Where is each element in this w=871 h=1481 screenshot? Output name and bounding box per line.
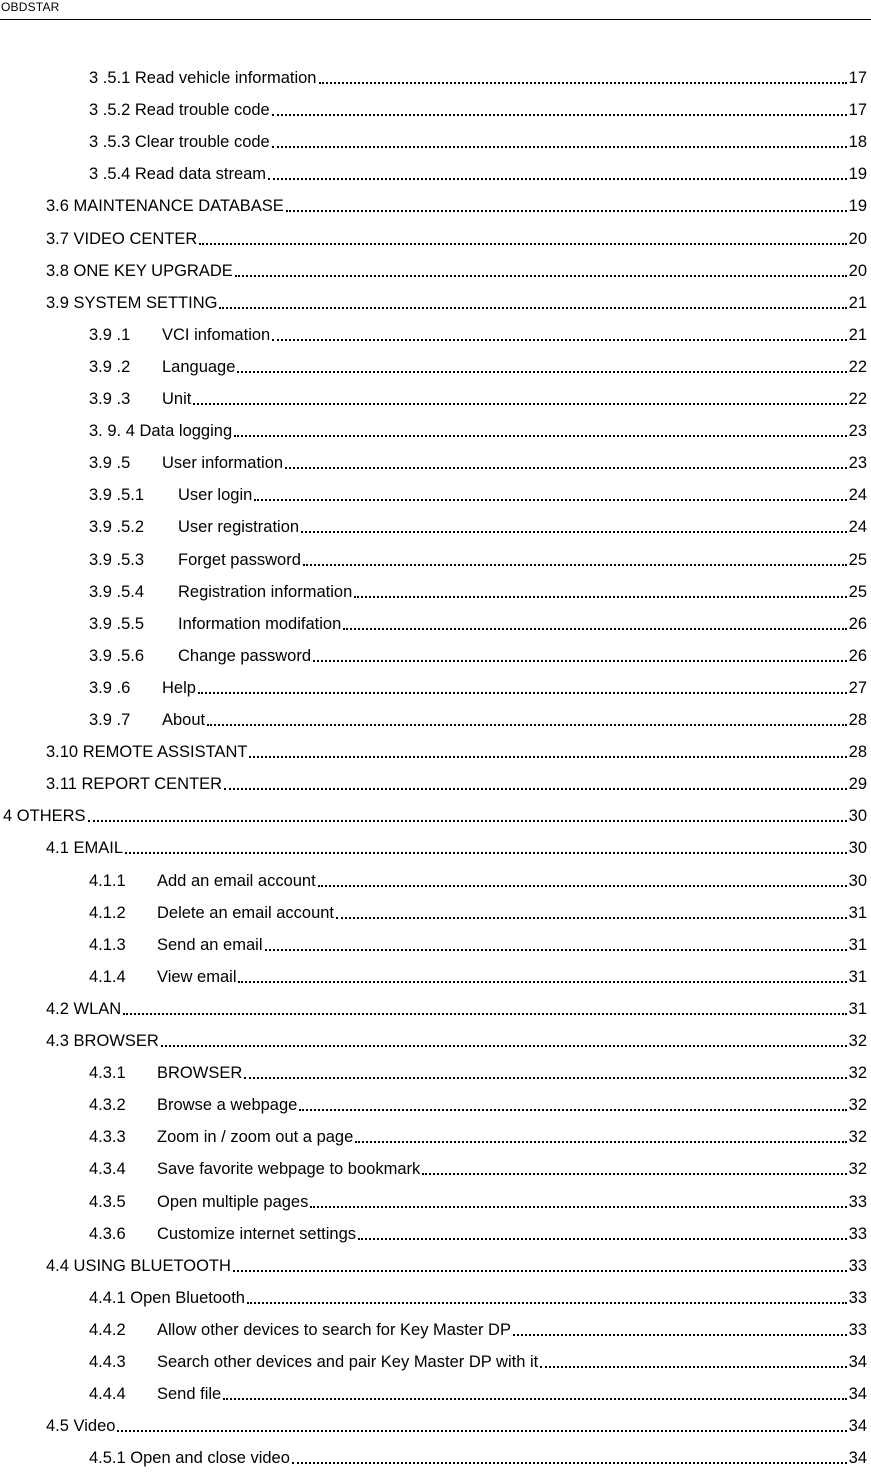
toc-entry-number: 4.3 — [46, 1032, 69, 1050]
toc-entry-number: 4.1.3 — [89, 935, 126, 954]
toc-entry-title: ONE KEY UPGRADE — [73, 261, 233, 280]
toc-entry[interactable] — [89, 538, 867, 570]
toc-entry-title: REPORT CENTER — [81, 775, 223, 794]
toc-entry-page: 31 — [848, 935, 867, 954]
toc-entry-number: 3.9 .7 — [89, 711, 131, 729]
toc-entry[interactable] — [89, 1083, 867, 1115]
toc-dot-leader — [299, 1109, 846, 1111]
toc-entry-page: 31 — [848, 903, 867, 922]
toc-dot-leader — [207, 724, 847, 726]
toc-dot-leader — [249, 756, 846, 758]
toc-entry-number: 3. 9. 4 — [89, 422, 135, 441]
toc-entry-title: Add an email account — [157, 871, 316, 890]
toc-entry-page: 30 — [848, 807, 867, 826]
toc-entry-page: 20 — [848, 229, 867, 248]
toc-entry-page: 22 — [848, 390, 867, 408]
toc-entry-number: 3.9 .5.3 — [89, 550, 145, 569]
toc-entry[interactable] — [89, 698, 867, 730]
toc-entry-number: 4.4 — [46, 1256, 69, 1275]
toc-entry-page: 32 — [848, 1160, 867, 1179]
toc-entry[interactable] — [89, 152, 867, 184]
toc-dot-leader — [422, 1173, 846, 1175]
toc-entry-number: 3.9 .5.2 — [89, 518, 145, 537]
toc-entry-number: 4.5.1 — [89, 1449, 126, 1468]
toc-entry-title: Video — [73, 1417, 116, 1436]
toc-entry[interactable] — [89, 1436, 867, 1468]
toc-entry-number: 4.4.2 — [89, 1320, 126, 1339]
toc-entry-page: 28 — [848, 711, 867, 729]
toc-entry-number: 3.9 .1 — [89, 325, 131, 344]
toc-entry-page: 26 — [848, 614, 867, 633]
toc-dot-leader — [268, 178, 847, 180]
toc-dot-leader — [244, 1077, 846, 1079]
toc-entry[interactable] — [89, 120, 867, 152]
toc-dot-leader — [193, 403, 846, 405]
toc-entry[interactable] — [89, 473, 867, 505]
toc-entry-page: 19 — [848, 165, 867, 184]
toc-entry-title: User information — [162, 454, 284, 473]
toc-dot-leader — [265, 949, 847, 951]
toc-entry-title: USING BLUETOOTH — [73, 1256, 231, 1275]
toc-entry[interactable] — [46, 987, 867, 1019]
toc-entry-number: 4 — [3, 807, 13, 826]
toc-entry-page: 17 — [848, 69, 867, 87]
toc-entry-page: 24 — [848, 486, 867, 505]
toc-entry-page: 23 — [848, 422, 867, 441]
toc-entry[interactable] — [89, 1051, 867, 1083]
toc-entry[interactable] — [46, 762, 867, 794]
toc-entry-number: 4.1.1 — [89, 871, 126, 890]
toc-entry-page: 25 — [848, 582, 867, 601]
toc-dot-leader — [313, 660, 847, 662]
toc-entry-title: BROWSER — [73, 1032, 159, 1050]
toc-entry-page: 30 — [848, 871, 867, 890]
toc-entry-number: 3 .5.4 — [89, 165, 131, 184]
toc-entry-number: 3 .5.3 — [89, 133, 131, 152]
toc-dot-leader — [513, 1334, 847, 1336]
toc-entry-number: 3.9 — [46, 293, 69, 312]
toc-dot-leader — [199, 243, 846, 245]
toc-entry-number: 3.6 — [46, 197, 69, 216]
toc-entry[interactable] — [89, 56, 867, 88]
toc-entry-number: 3 .5.2 — [89, 101, 131, 120]
toc-entry-title: VCI infomation — [162, 325, 271, 344]
toc-entry-title: Open multiple pages — [157, 1192, 309, 1211]
page-header — [0, 0, 871, 20]
toc-entry-number: 3.7 — [46, 229, 69, 248]
toc-entry-title: Open and close video — [130, 1449, 290, 1468]
toc-entry-page: 26 — [848, 646, 867, 665]
toc-entry-title: MAINTENANCE DATABASE — [73, 197, 284, 216]
toc-entry[interactable] — [89, 634, 867, 666]
toc-dot-leader — [198, 692, 847, 694]
toc-entry-number: 3.9 .6 — [89, 678, 131, 697]
toc-dot-leader — [235, 275, 847, 277]
toc-dot-leader — [88, 820, 847, 822]
toc-entry-title: Registration information — [178, 582, 353, 601]
toc-entry-title: Forget password — [178, 550, 301, 569]
toc-entry-title: Help — [162, 678, 196, 697]
toc-entry-number: 4.4.1 — [89, 1288, 126, 1307]
toc-entry[interactable] — [89, 1212, 867, 1244]
toc-dot-leader — [354, 596, 846, 598]
toc-entry-title: OTHERS — [16, 807, 86, 826]
toc-entry[interactable] — [46, 217, 867, 249]
toc-entry-number: 4.3.6 — [89, 1224, 126, 1243]
toc-entry-number: 4.1.2 — [89, 903, 126, 922]
toc-dot-leader — [123, 1013, 846, 1015]
toc-entry-page: 18 — [848, 133, 867, 152]
toc-entry[interactable] — [89, 602, 867, 634]
toc-entry-page: 34 — [848, 1417, 867, 1436]
toc-entry-number: 4.4.4 — [89, 1385, 126, 1404]
toc-dot-leader — [224, 788, 847, 790]
toc-entry-page: 34 — [848, 1353, 867, 1371]
toc-dot-leader — [233, 1270, 847, 1272]
header-title: OBDSTAR — [1, 0, 60, 14]
toc-dot-leader — [161, 1045, 847, 1047]
toc-entry-title: Allow other devices to search for Key Master DP — [157, 1320, 511, 1339]
toc-entry-number: 4.1 — [46, 839, 69, 858]
toc-entry-number: 3.9 .2 — [89, 357, 131, 376]
toc-entry-number: 3.9 .5.4 — [89, 582, 145, 601]
toc-entry[interactable] — [46, 1019, 867, 1051]
toc-entry[interactable] — [89, 1340, 867, 1372]
toc-entry-title: Language — [162, 357, 236, 376]
toc-entry-title: View email — [157, 967, 237, 986]
toc-entry-page: 17 — [848, 101, 867, 120]
toc-entry[interactable] — [89, 505, 867, 537]
toc-entry-title: Data logging — [139, 422, 233, 441]
toc-entry-title: Read data stream — [134, 165, 267, 184]
toc-dot-leader — [540, 1366, 846, 1368]
toc-entry-number: 4.3.5 — [89, 1192, 126, 1211]
toc-entry-number: 3.9 .5 — [89, 454, 131, 473]
toc-dot-leader — [247, 1302, 847, 1304]
toc-entry[interactable] — [89, 923, 867, 955]
toc-entry-title: About — [162, 711, 206, 729]
toc-entry-title: REMOTE ASSISTANT — [82, 743, 248, 762]
toc-entry[interactable] — [46, 1244, 867, 1276]
toc-entry-page: 32 — [848, 1096, 867, 1115]
toc-entry-title: Unit — [162, 390, 192, 408]
toc-dot-leader — [343, 628, 846, 630]
toc-entry-page: 27 — [848, 678, 867, 697]
toc-entry-title: Save favorite webpage to bookmark — [157, 1160, 421, 1179]
toc-entry-page: 23 — [848, 454, 867, 473]
toc-dot-leader — [234, 435, 847, 437]
toc-entry-title: Customize internet settings — [157, 1224, 357, 1243]
toc-entry-title: Open Bluetooth — [130, 1288, 245, 1307]
toc-dot-leader — [303, 564, 847, 566]
toc-entry-page: 33 — [848, 1192, 867, 1211]
toc-entry-page: 22 — [848, 357, 867, 376]
toc-dot-leader — [272, 114, 847, 116]
toc-entry-page: 31 — [848, 967, 867, 986]
toc-entry-number: 4.3.1 — [89, 1064, 126, 1083]
toc-entry-number: 3.9 .3 — [89, 390, 131, 408]
toc-entry-number: 4.2 — [46, 999, 69, 1018]
toc-entry-number: 4.1.4 — [89, 967, 126, 986]
toc-entry[interactable] — [89, 377, 867, 409]
toc-entry-number: 4.3.3 — [89, 1128, 126, 1147]
toc-entry-title: Zoom in / zoom out a page — [157, 1128, 354, 1147]
toc-entry-page: 33 — [848, 1320, 867, 1339]
toc-entry-title: Clear trouble code — [134, 133, 270, 152]
toc-dot-leader — [125, 852, 847, 854]
toc-dot-leader — [319, 82, 847, 84]
toc-entry[interactable] — [89, 1276, 867, 1308]
toc-dot-leader — [219, 307, 846, 309]
toc-entry-page: 33 — [848, 1224, 867, 1243]
toc-dot-leader — [355, 1141, 846, 1143]
toc-entry[interactable] — [89, 441, 867, 473]
toc-dot-leader — [358, 1238, 847, 1240]
toc-entry-title: Change password — [178, 646, 311, 665]
toc-entry[interactable] — [89, 409, 867, 441]
toc-entry-title: User login — [178, 486, 253, 505]
toc-entry-title: VIDEO CENTER — [73, 229, 198, 248]
toc-entry[interactable] — [89, 570, 867, 602]
toc-entry[interactable] — [89, 1147, 867, 1179]
toc-entry-page: 32 — [848, 1128, 867, 1147]
toc-entry[interactable] — [89, 859, 867, 891]
toc-entry-number: 3.9 .5.6 — [89, 646, 145, 665]
toc-entry-title: EMAIL — [73, 839, 124, 858]
toc-entry-number: 4.3.2 — [89, 1096, 126, 1115]
toc-entry-title: Search other devices and pair Key Master DP with it — [157, 1353, 539, 1371]
toc-entry-title: Send file — [157, 1385, 222, 1404]
toc-dot-leader — [237, 371, 846, 373]
toc-entry-number: 3.10 — [46, 743, 79, 762]
toc-entry-page: 29 — [848, 775, 867, 794]
toc-entry-number: 3.9 .5.5 — [89, 614, 145, 633]
toc-dot-leader — [318, 885, 847, 887]
toc-dot-leader — [286, 210, 847, 212]
toc-entry-number: 3.8 — [46, 261, 69, 280]
toc-entry-page: 28 — [848, 743, 867, 762]
toc-dot-leader — [223, 1398, 846, 1400]
toc-entry-title: Read vehicle information — [134, 69, 317, 87]
toc-entry-number: 4.3.4 — [89, 1160, 126, 1179]
toc-dot-leader — [301, 531, 847, 533]
toc-dot-leader — [310, 1206, 846, 1208]
toc-dot-leader — [292, 1462, 847, 1464]
toc-dot-leader — [272, 146, 847, 148]
toc-entry[interactable] — [89, 955, 867, 987]
toc-entry-number: 3.9 .5.1 — [89, 486, 145, 505]
toc-entry-page: 30 — [848, 839, 867, 858]
toc-entry-page: 33 — [848, 1256, 867, 1275]
toc-entry[interactable] — [46, 249, 867, 281]
toc-entry[interactable] — [46, 1404, 867, 1436]
toc-entry-title: WLAN — [73, 999, 122, 1018]
toc-entry-title: Browse a webpage — [157, 1096, 298, 1115]
toc-entry-page: 32 — [848, 1064, 867, 1083]
toc-entry[interactable] — [89, 1115, 867, 1147]
toc-dot-leader — [117, 1430, 846, 1432]
toc-entry-page: 32 — [848, 1032, 867, 1050]
toc-entry-page: 34 — [848, 1449, 867, 1468]
toc-entry-page: 24 — [848, 518, 867, 537]
toc-entry-page: 25 — [848, 550, 867, 569]
toc-entry-title: BROWSER — [157, 1064, 243, 1083]
toc-entry[interactable] — [46, 826, 867, 858]
toc-entry[interactable] — [89, 1180, 867, 1212]
toc-entry-page: 31 — [848, 999, 867, 1018]
toc-dot-leader — [336, 917, 847, 919]
toc-entry-title: SYSTEM SETTING — [73, 293, 218, 312]
toc-entry-page: 19 — [848, 197, 867, 216]
toc-entry[interactable] — [89, 891, 867, 923]
toc-entry[interactable] — [89, 1308, 867, 1340]
toc-entry[interactable] — [89, 1372, 867, 1404]
toc-dot-leader — [285, 467, 847, 469]
toc-entry-page: 20 — [848, 261, 867, 280]
toc-entry-title: User registration — [178, 518, 300, 537]
toc-entry[interactable] — [89, 345, 867, 377]
toc-entry[interactable] — [46, 184, 867, 216]
toc-entry-page: 21 — [848, 325, 867, 344]
toc-entry[interactable] — [46, 281, 867, 313]
toc-dot-leader — [272, 339, 846, 341]
toc-entry-number: 4.5 — [46, 1417, 69, 1436]
toc-entry[interactable] — [89, 666, 867, 698]
toc-entry-number: 4.4.3 — [89, 1353, 126, 1371]
toc-entry-title: Send an email — [157, 935, 263, 954]
toc-entry-page: 33 — [848, 1288, 867, 1307]
toc-entry-number: 3.11 — [46, 775, 77, 794]
toc-entry-title: Information modifation — [178, 614, 342, 633]
toc-entry[interactable] — [89, 313, 867, 345]
toc-entry-page: 34 — [848, 1385, 867, 1404]
toc-entry[interactable] — [46, 730, 867, 762]
toc-entry-number: 3 .5.1 — [89, 69, 131, 87]
toc-entry-title: Delete an email account — [157, 903, 335, 922]
toc-dot-leader — [254, 499, 846, 501]
toc-dot-leader — [238, 981, 846, 983]
toc-entry-title: Read trouble code — [134, 101, 270, 120]
toc-entry-page: 21 — [848, 293, 867, 312]
toc-entry[interactable] — [3, 794, 867, 826]
toc-entry[interactable] — [89, 88, 867, 120]
